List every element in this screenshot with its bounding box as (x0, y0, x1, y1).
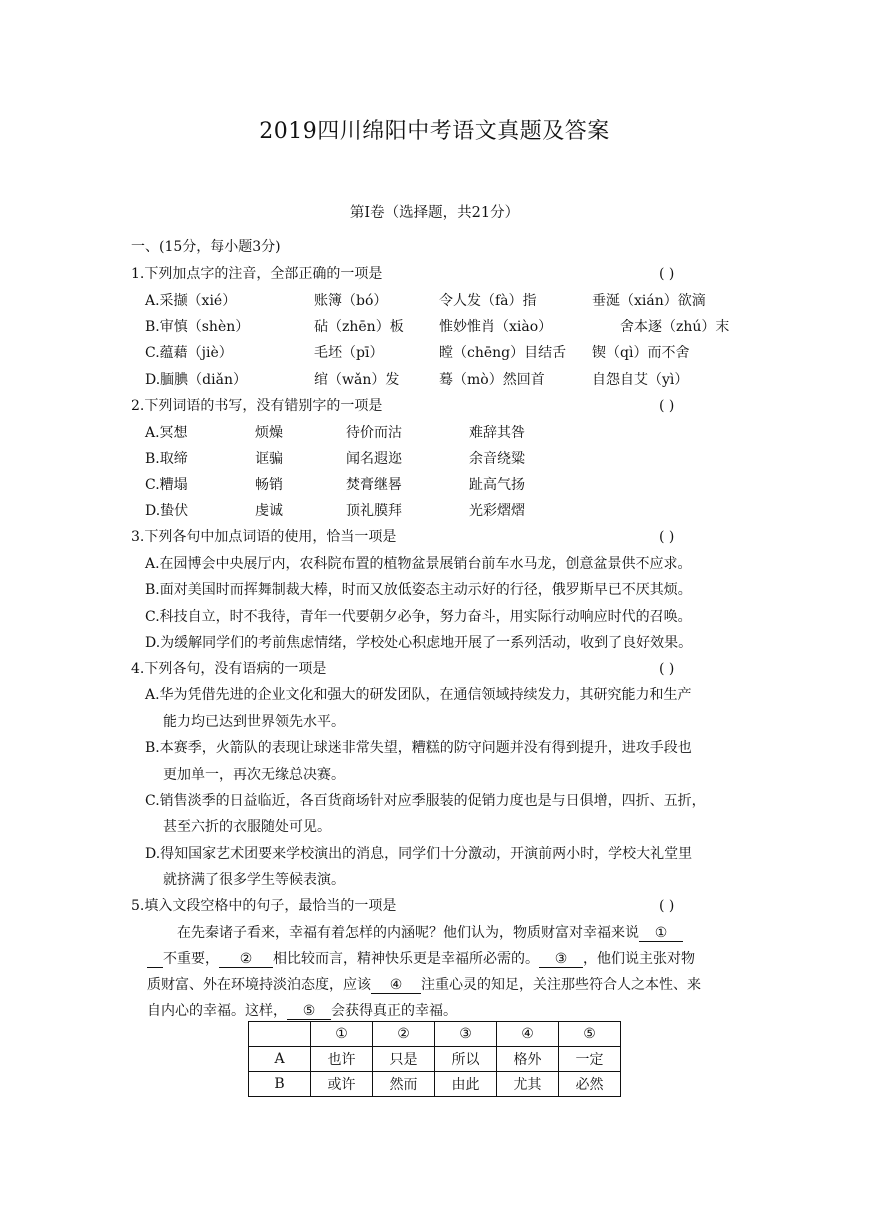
table-cell: 也许 (311, 1047, 373, 1072)
table-cell: ② (373, 1022, 435, 1047)
table-cell: 或许 (311, 1072, 373, 1097)
q2-d-1: D.蛰伏 (145, 503, 189, 519)
q5-answer-paren: ( ) (659, 898, 675, 914)
q1-a-3: 令人发（fà）指 (439, 293, 537, 309)
q5-blank-4: ④ (371, 977, 421, 994)
q2-d-4: 光彩熠熠 (469, 503, 525, 519)
q4-option-d-line1: D.得知国家艺术团要来学校演出的消息，同学们十分激动，开演前两小时，学校大礼堂里 (145, 846, 693, 862)
table-row (249, 1047, 621, 1072)
q4-answer-paren: ( ) (659, 661, 675, 677)
q1-b-2: 砧（zhēn）板 (314, 319, 404, 335)
table-cell: ③ (435, 1022, 497, 1047)
q2-c-2: 畅销 (255, 477, 283, 493)
q2-stem: 2.下列词语的书写，没有错别字的一项是 (131, 398, 383, 414)
q5-passage-text: 自内心的幸福。这样， (147, 1003, 287, 1019)
q1-b-4: 舍本逐（zhú）末 (620, 319, 730, 335)
q4-option-b-line2: 更加单一，再次无缘总决赛。 (163, 767, 345, 783)
q2-a-1: A.冥想 (145, 425, 188, 441)
q1-b-3: 惟妙惟肖（xiào） (439, 319, 553, 335)
q5-passage-text: 质财富、外在环境持淡泊态度，应该 (147, 977, 371, 993)
q5-blank-5: ⑤ (287, 1003, 331, 1020)
q5-blank-2: ② (219, 951, 273, 968)
q5-blank-3: ③ (539, 951, 583, 968)
table-cell: 只是 (373, 1047, 435, 1072)
q2-c-1: C.糟塌 (145, 477, 188, 493)
q1-d-3: 蓦（mò）然回首 (439, 372, 545, 388)
q1-c-2: 毛坯（pī） (314, 345, 384, 361)
q1-stem: 1.下列加点字的注音，全部正确的一项是 (131, 266, 383, 282)
q5-passage-line4 (147, 1002, 457, 1020)
q3-option-c: C.科技自立，时不我待，青年一代要朝夕必争，努力奋斗，用实际行动响应时代的召唤。 (145, 609, 692, 625)
q1-d-4: 自怨自艾（yì） (592, 372, 689, 388)
q5-passage-text: 会获得真正的幸福。 (331, 1003, 457, 1019)
table-row (249, 1072, 621, 1097)
q2-d-3: 顶礼膜拜 (346, 503, 402, 519)
q2-b-2: 诓骗 (255, 451, 283, 467)
q3-stem: 3.下列各句中加点词语的使用，恰当一项是 (131, 529, 397, 545)
q1-answer-paren: ( ) (659, 266, 675, 282)
q4-option-a-line1: A.华为凭借先进的企业文化和强大的研发团队，在通信领域持续发力，其研究能力和生产 (145, 687, 692, 703)
q2-a-2: 烦燥 (255, 425, 283, 441)
part-one-heading: 一、(15分，每小题3分) (131, 239, 281, 255)
q2-b-1: B.取缔 (145, 451, 188, 467)
q1-d-2: 绾（wǎn）发 (314, 372, 400, 388)
q4-option-c-line2: 甚至六折的衣服随处可见。 (163, 819, 331, 835)
section-title: 第Ⅰ卷（选择题，共21分） (349, 205, 520, 221)
q3-option-a: A.在园博会中央展厅内，农科院布置的植物盆景展销台前车水马龙，创意盆景供不应求。 (145, 556, 692, 572)
q2-c-3: 焚膏继晷 (346, 477, 402, 493)
table-cell: 格外 (497, 1047, 559, 1072)
table-cell: A (249, 1047, 311, 1072)
q2-answer-paren: ( ) (659, 398, 675, 414)
table-cell: 由此 (435, 1072, 497, 1097)
q5-passage-line2 (147, 950, 695, 968)
q1-d-1: D.腼腆（diǎn） (145, 372, 247, 388)
q1-a-2: 账簿（bó） (314, 293, 388, 309)
table-cell: 一定 (559, 1047, 621, 1072)
q1-b-1: B.审慎（shèn） (145, 319, 250, 335)
q2-b-3: 闻名遐迩 (346, 451, 402, 467)
q4-option-b-line1: B.本赛季，火箭队的表现让球迷非常失望，糟糕的防守问题并没有得到提升，进攻手段也 (145, 740, 692, 756)
q3-answer-paren: ( ) (659, 529, 675, 545)
q5-options-table (248, 1021, 621, 1097)
q1-c-4: 锲（qì）而不舍 (592, 345, 690, 361)
page-title: 2019四川绵阳中考语文真题及答案 (259, 119, 610, 144)
q2-d-2: 虔诚 (255, 503, 283, 519)
table-cell: 所以 (435, 1047, 497, 1072)
q1-c-3: 瞠（chēng）目结舌 (439, 345, 567, 361)
table-cell: B (249, 1072, 311, 1097)
q4-option-c-line1: C.销售淡季的日益临近，各百货商场针对应季服装的促销力度也是与日俱增，四折、五折， (145, 793, 706, 809)
q5-passage-line1 (177, 924, 683, 942)
q1-c-1: C.蕴藉（jiè） (145, 345, 233, 361)
q4-option-a-line2: 能力均已达到世界领先水平。 (163, 714, 345, 730)
table-cell: ⑤ (559, 1022, 621, 1047)
q5-stem: 5.填入文段空格中的句子，最恰当的一项是 (131, 898, 397, 914)
table-cell (249, 1022, 311, 1047)
q4-stem: 4.下列各句，没有语病的一项是 (131, 661, 327, 677)
table-cell: ① (311, 1022, 373, 1047)
q2-b-4: 余音绕粱 (469, 451, 525, 467)
q5-blank-1: ① (639, 925, 683, 942)
q5-passage-text: 注重心灵的知足，关注那些符合人之本性、来 (421, 977, 701, 993)
q2-a-3: 待价而沽 (346, 425, 402, 441)
q5-passage-line3 (147, 976, 701, 994)
q1-a-4: 垂涎（xián）欲滴 (592, 293, 706, 309)
table-cell: 尤其 (497, 1072, 559, 1097)
table-cell: ④ (497, 1022, 559, 1047)
q5-blank-1-tail (147, 951, 163, 968)
q4-option-d-line2: 就挤满了很多学生等候表演。 (163, 872, 345, 888)
q5-passage-text: ，他们说主张对物 (583, 951, 695, 967)
table-cell: 必然 (559, 1072, 621, 1097)
q2-c-4: 趾高气扬 (469, 477, 525, 493)
q3-option-d: D.为缓解同学们的考前焦虑情绪，学校处心积虑地开展了一系列活动，收到了良好效果。 (145, 635, 693, 651)
q5-passage-text: 在先秦诸子看来，幸福有着怎样的内涵呢？他们认为，物质财富对幸福来说 (177, 925, 639, 941)
table-cell: 然而 (373, 1072, 435, 1097)
table-header-row (249, 1022, 621, 1047)
q5-passage-text: 不重要， (163, 951, 219, 967)
q5-passage-text: 相比较而言，精神快乐更是幸福所必需的。 (273, 951, 539, 967)
q1-a-1: A.采撷（xié） (145, 293, 237, 309)
q2-a-4: 难辞其咎 (469, 425, 525, 441)
q3-option-b: B.面对美国时而挥舞制裁大棒，时而又放低姿态主动示好的行径，俄罗斯早已不厌其烦。 (145, 582, 692, 598)
